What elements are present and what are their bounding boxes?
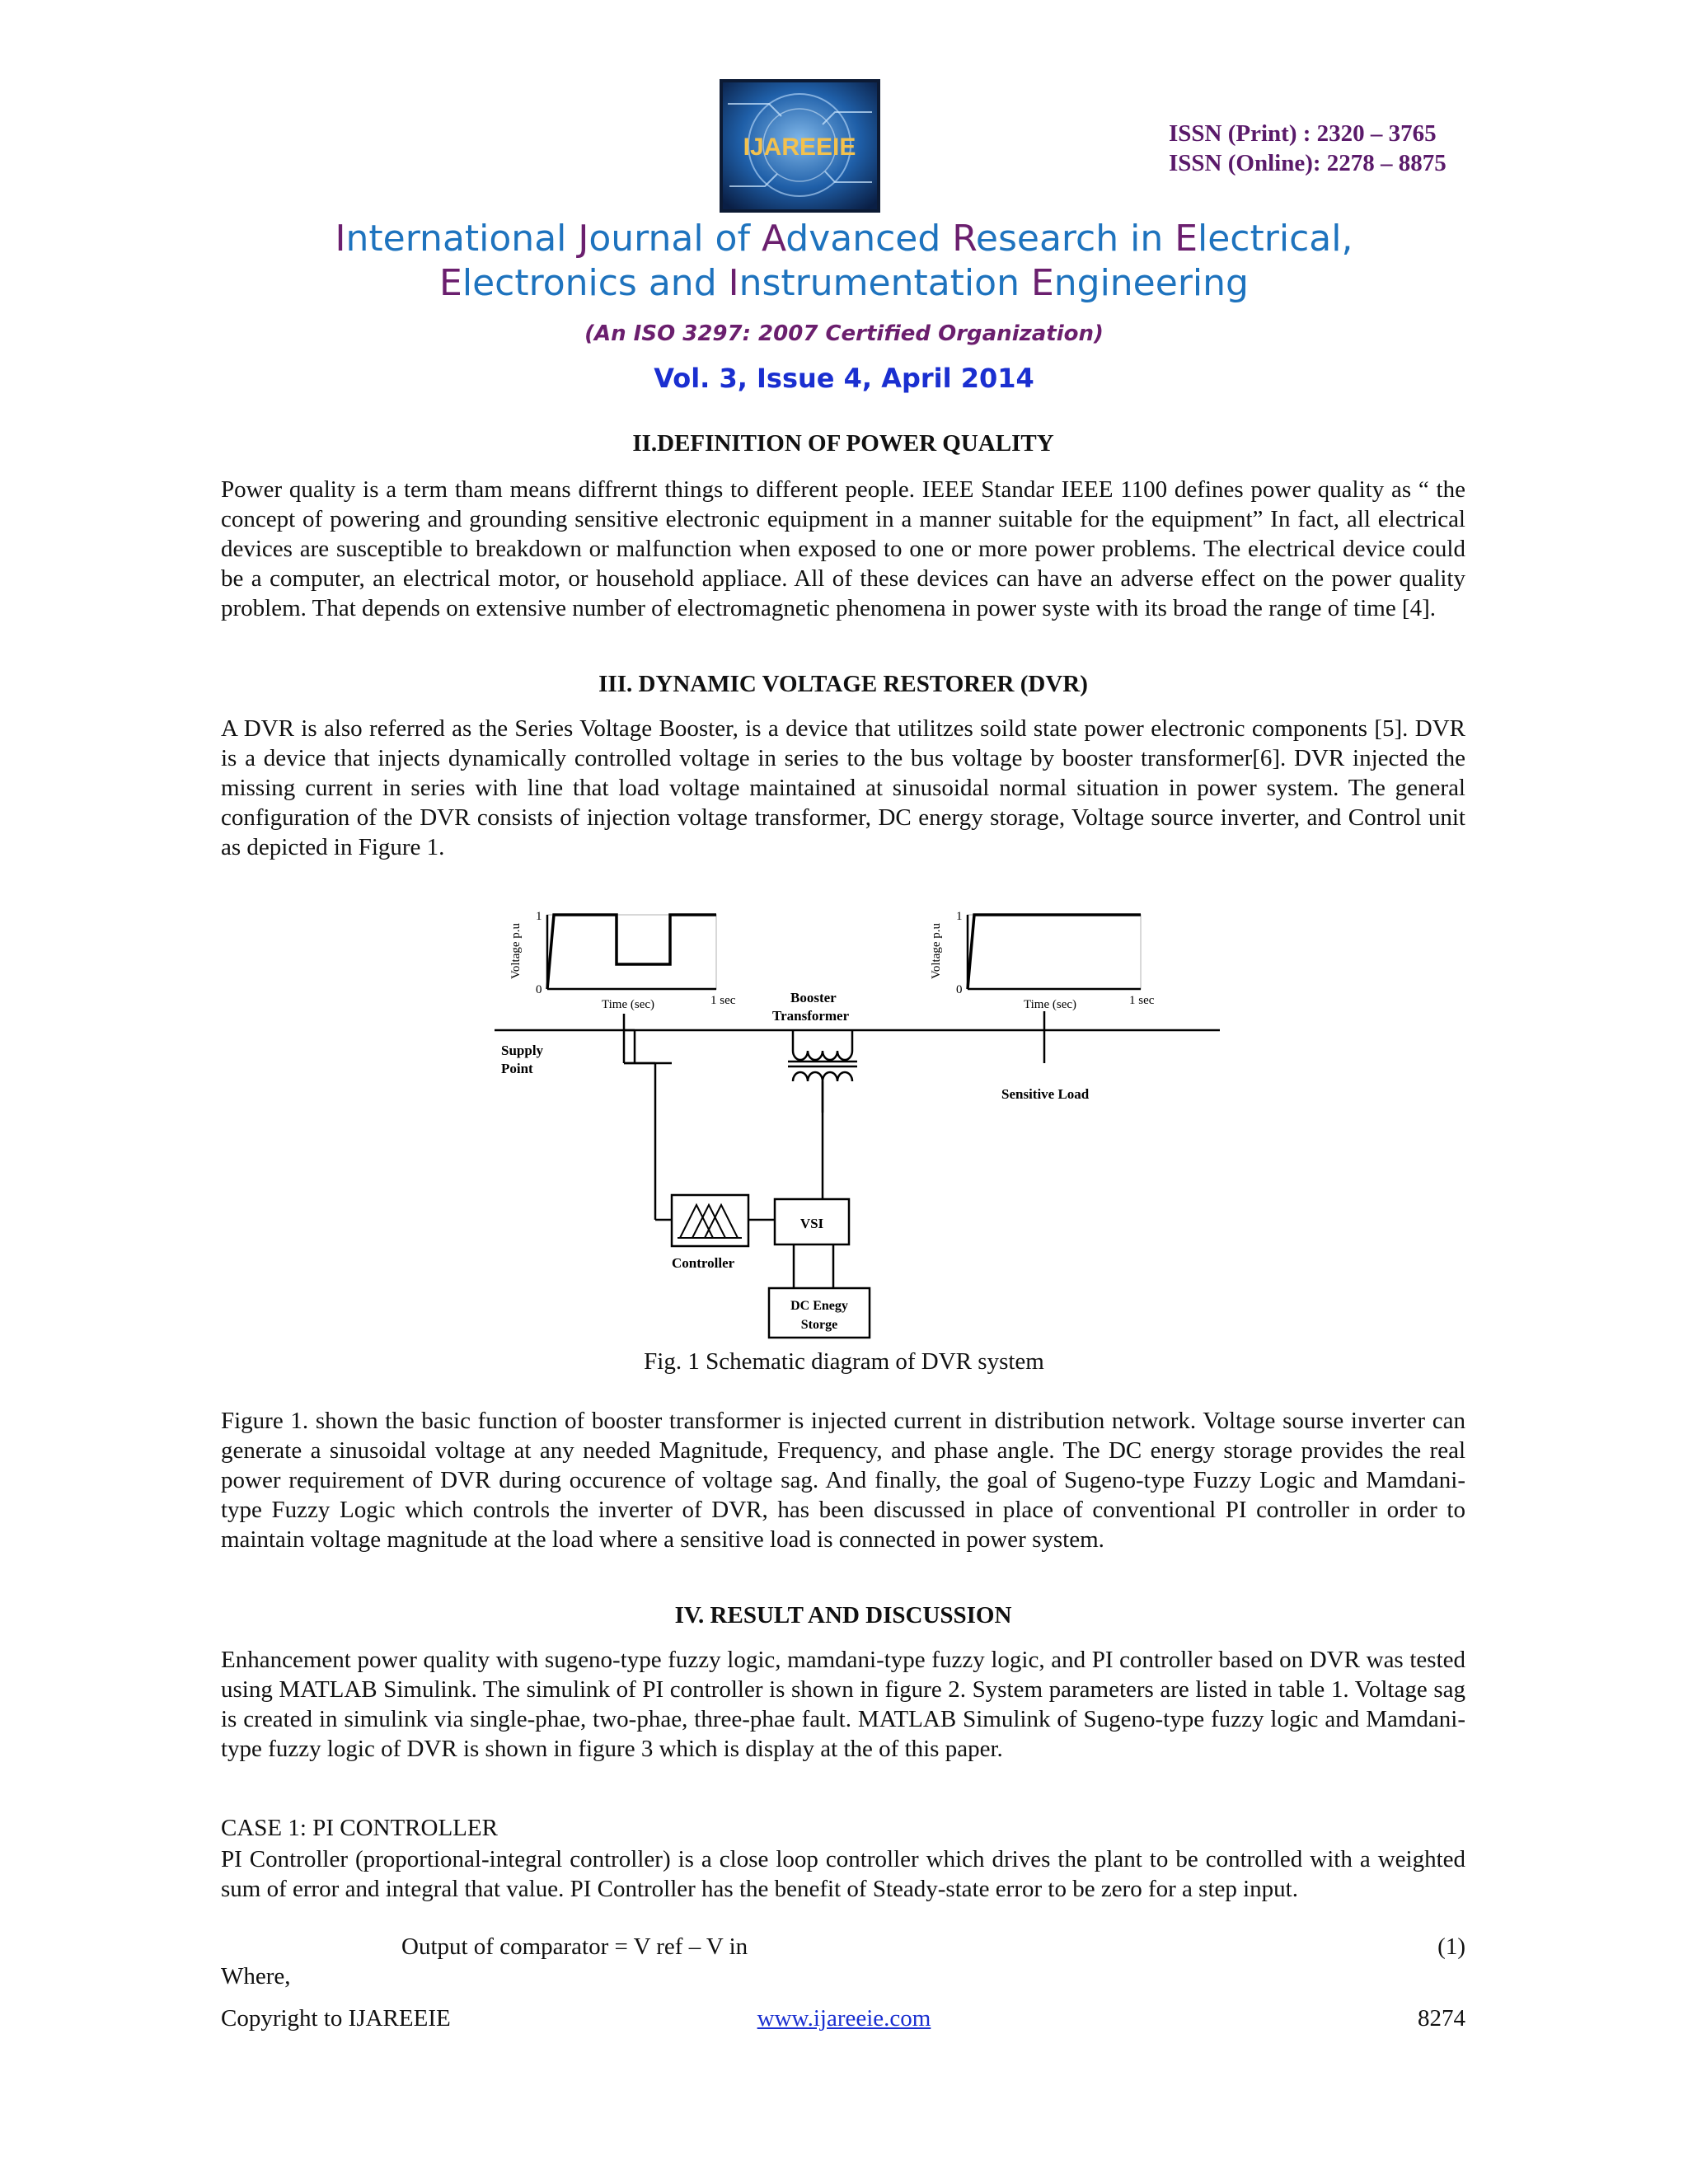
title-word-rest: nstrumentation	[738, 262, 1031, 304]
title-word-rest: nternational	[345, 218, 579, 260]
section-heading-4: IV. RESULT AND DISCUSSION	[674, 1602, 1012, 1629]
booster-label-2: Transformer	[772, 1008, 850, 1024]
right-plot-ytick-0: 0	[956, 983, 963, 996]
title-capital: E	[439, 262, 462, 304]
booster-label-1: Booster	[790, 990, 837, 1005]
footer-page-number: 8274	[1418, 2005, 1465, 2032]
title-capital: E	[1175, 218, 1198, 260]
title-capital: I	[728, 262, 739, 304]
title-capital: E	[1030, 262, 1054, 304]
right-plot-ylabel: Voltage p.u	[930, 922, 943, 980]
title-word-rest: ngineering	[1053, 262, 1249, 304]
case-1-paragraph: PI Controller (proportional-integral controller) is a close loop controller which drives the plant to be controlled with a weighted sum of error and integral that value. PI Controller has the benefit of Steady-state error to be zero for a step input.	[221, 1846, 1465, 1902]
left-plot-xend: 1 sec	[710, 994, 736, 1007]
section-heading-2: II.DEFINITION OF POWER QUALITY	[632, 430, 1054, 457]
left-plot-ylabel: Voltage p.u	[509, 922, 523, 980]
dvr-schematic-svg	[495, 898, 1220, 1347]
supply-label-1: Supply	[501, 1043, 544, 1058]
dc-storage-label-1: DC Enegy	[790, 1299, 848, 1313]
supply-label-2: Point	[501, 1061, 533, 1076]
issn-print: ISSN (Print) : 2320 – 3765	[1169, 120, 1437, 147]
title-capital: I	[335, 218, 346, 260]
left-voltage-plot	[509, 910, 736, 1011]
equation-1-number: (1)	[1437, 1933, 1465, 1960]
title-word-rest: ournal of	[588, 218, 762, 260]
title-word-rest: lectronics and	[462, 262, 729, 304]
footer-url-link[interactable]: www.ijareeie.com	[757, 2005, 931, 2032]
logo-text: IJAREEIE	[743, 134, 856, 161]
equation-1: Output of comparator = V ref – V in	[401, 1933, 748, 1960]
journal-title-line-1	[0, 218, 1688, 260]
right-plot-xend: 1 sec	[1129, 994, 1155, 1007]
journal-logo	[720, 79, 880, 213]
booster-transformer	[788, 1030, 857, 1147]
figure-1-caption: Fig. 1 Schematic diagram of DVR system	[644, 1348, 1044, 1375]
bus-line	[495, 1011, 1220, 1063]
right-plot-xlabel: Time (sec)	[1024, 998, 1077, 1011]
left-plot-ytick-0: 0	[536, 983, 542, 996]
title-capital: R	[952, 218, 976, 260]
right-plot-ytick-1: 1	[956, 910, 963, 923]
title-word-rest: dvanced	[785, 218, 953, 260]
right-voltage-plot	[930, 910, 1155, 1011]
footer-copyright: Copyright to IJAREEIE	[221, 2005, 451, 2032]
left-plot-xlabel: Time (sec)	[602, 998, 655, 1011]
title-capital: J	[578, 218, 589, 260]
where-label: Where,	[221, 1963, 291, 1990]
dvr-schematic-figure	[495, 898, 1220, 1347]
section-2-paragraph: Power quality is a term tham means diffrernt things to different people. IEEE Standar IEEE 1100 defines power quality as “ the concept of powering and grounding sensitive electronic equipment in a manner suitable for the equipment” In fact, all electrical devices are susceptible to breakdown or malfunction when exposed to one or more power problems. The electrical device could be a computer, an electrical motor, or household appliace. All of these devices can have an adverse effect on the power quality problem. That depends on extensive number of electromagnetic phenomena in power syste with its broad the range of time [4].	[221, 476, 1465, 621]
sensitive-load-label: Sensitive Load	[1001, 1086, 1090, 1102]
title-word-rest: lectrical,	[1198, 218, 1353, 260]
issn-online: ISSN (Online): 2278 – 8875	[1169, 150, 1447, 176]
journal-title-line-2	[0, 262, 1688, 304]
dc-link-wiring	[794, 1244, 833, 1288]
iso-certification: (An ISO 3297: 2007 Certified Organization)	[584, 321, 1104, 346]
case-1-title: CASE 1: PI CONTROLLER	[221, 1815, 498, 1841]
title-capital: A	[761, 218, 786, 260]
controller-block	[672, 1195, 748, 1246]
section-4-paragraph: Enhancement power quality with sugeno-type fuzzy logic, mamdani-type fuzzy logic, and PI controller based on DVR was tested using MATLAB Simulink. The simulink of PI controller is shown in figure 2. System parameters are listed in table 1. Voltage sag is created in simulink via single-phae, two-phae, three-phae fault. MATLAB Simulink of Sugeno-type fuzzy logic and Mamdani-type fuzzy logic of DVR is shown in figure 3 which is display at the of this paper.	[221, 1647, 1465, 1762]
section-heading-3: III. DYNAMIC VOLTAGE RESTORER (DVR)	[598, 671, 1088, 697]
vsi-label: VSI	[799, 1216, 824, 1231]
dc-storage-label-2: Storge	[800, 1318, 838, 1332]
left-plot-ytick-1: 1	[536, 910, 542, 923]
title-word-rest: esearch in	[975, 218, 1175, 260]
volume-issue: Vol. 3, Issue 4, April 2014	[654, 363, 1034, 394]
section-3-paragraph: A DVR is also referred as the Series Voltage Booster, is a device that utilitzes soild state power electronic components [5]. DVR is a device that injects dynamically controlled voltage in series to the bus voltage by booster transformer[6]. DVR injected the missing current in series with line that load voltage maintained at sinusoidal normal situation in power system. The general configuration of the DVR consists of injection voltage transformer, DC energy storage, Voltage source inverter, and Control unit as depicted in Figure 1.	[221, 715, 1465, 860]
controller-label: Controller	[672, 1255, 735, 1271]
figure-discussion-paragraph: Figure 1. shown the basic function of booster transformer is injected current in distribution network. Voltage sourse inverter can generate a sinusoidal voltage at any needed Magnitude, Frequency, and phase angle. The DC energy storage provides the real power requirement of DVR during occurence of voltage sag. And finally, the goal of Sugeno-type Fuzzy Logic and Mamdani-type Fuzzy Logic which controls the inverter of DVR, has been discussed in place of conventional PI controller in order to maintain voltage magnitude at the load where a sensitive load is connected in power system.	[221, 1408, 1465, 1553]
